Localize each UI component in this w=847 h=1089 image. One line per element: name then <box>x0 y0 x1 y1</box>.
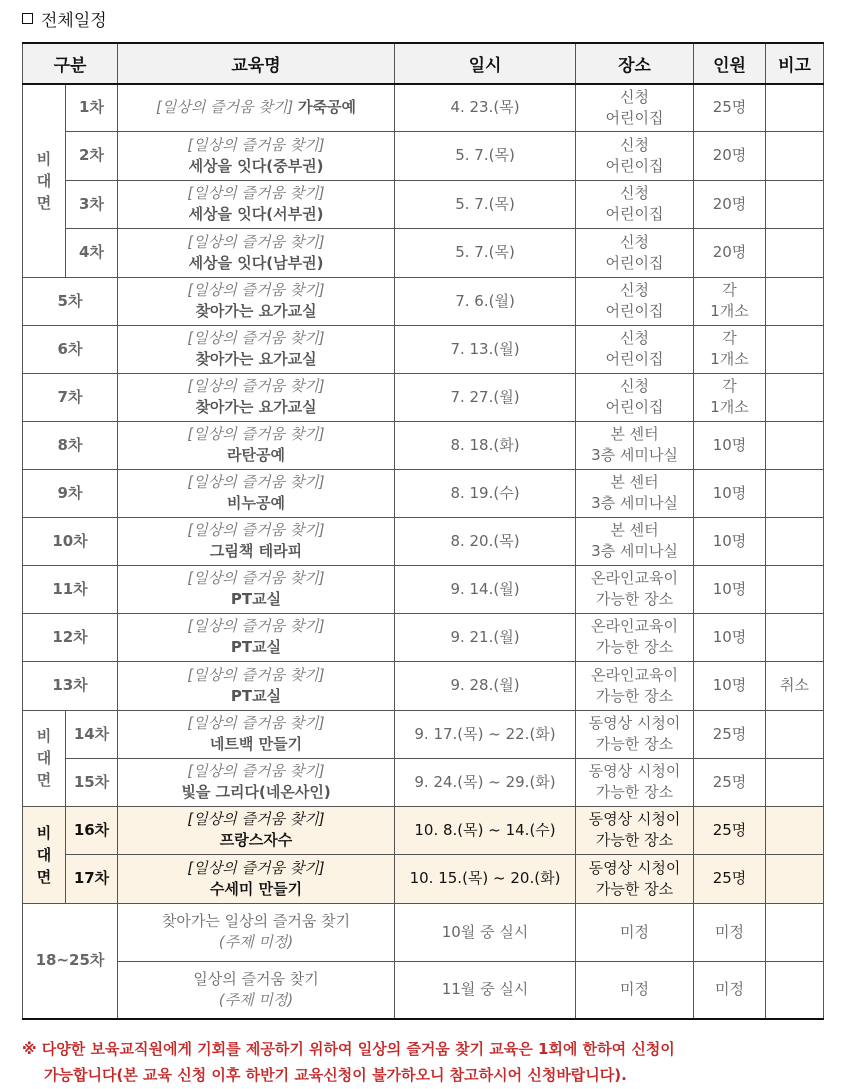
series-prefix: [일상의 즐거움 찾기] <box>187 473 325 491</box>
people-line-1: 25명 <box>712 820 747 839</box>
table-row <box>23 903 824 961</box>
date-cell: 9. 14.(월) <box>395 565 576 613</box>
group-label: 비대면 <box>36 149 52 212</box>
people-cell <box>694 228 766 277</box>
note-cell: 취소 <box>766 661 824 710</box>
people-line-1: 25명 <box>712 724 747 743</box>
place-line-2: 3층 세미나실 <box>591 494 678 512</box>
date-cell: 11월 중 실시 <box>395 961 576 1019</box>
place-cell: 미정 <box>576 961 694 1019</box>
note-cell <box>766 180 824 228</box>
schedule-table <box>22 42 824 1020</box>
series-prefix: [일상의 즐거움 찾기] <box>187 617 325 635</box>
people-cell <box>694 325 766 373</box>
date-cell: 9. 28.(월) <box>395 661 576 710</box>
people-line-1: 25명 <box>712 869 747 887</box>
date-cell: 10. 15.(목) ~ 20.(화) <box>395 854 576 903</box>
session-number: 9차 <box>23 469 118 517</box>
course-name: PT교실 <box>230 638 282 656</box>
course-name: 라탄공예 <box>227 446 285 464</box>
place-line-1: 동영상 시청이 <box>588 810 681 828</box>
course-name: 수세미 만들기 <box>209 879 303 898</box>
note-cell <box>766 517 824 565</box>
place-cell <box>576 854 694 903</box>
session-number: 1차 <box>66 84 118 131</box>
place-cell <box>576 565 694 613</box>
place-line-2: 가능한 장소 <box>595 831 674 849</box>
table-row <box>23 469 824 517</box>
place-cell <box>576 661 694 710</box>
people-cell: 미정 <box>694 961 766 1019</box>
footnote <box>22 1036 834 1088</box>
course-name-cell <box>118 180 395 228</box>
session-number: 17차 <box>66 854 118 903</box>
course-name-cell <box>118 903 395 961</box>
place-cell <box>576 131 694 180</box>
date-cell: 5. 7.(목) <box>395 131 576 180</box>
checkbox-square-icon <box>22 13 33 24</box>
table-row <box>23 806 824 854</box>
course-name: 찾아가는 요가교실 <box>195 350 317 368</box>
people-line-1: 10명 <box>712 676 747 694</box>
course-name-cell <box>118 710 395 758</box>
course-topic: (주제 미정) <box>218 990 294 1009</box>
course-name-cell <box>118 228 395 277</box>
place-cell <box>576 421 694 469</box>
people-cell <box>694 854 766 903</box>
place-line-1: 동영상 시청이 <box>588 714 681 732</box>
place-line-1: 신청 <box>620 232 649 251</box>
people-cell <box>694 613 766 661</box>
note-cell <box>766 421 824 469</box>
note-cell <box>766 854 824 903</box>
series-prefix: [일상의 즐거움 찾기] <box>187 329 325 347</box>
course-name: 세상을 잇다(남부권) <box>188 253 324 272</box>
place-cell <box>576 469 694 517</box>
course-name-cell <box>118 613 395 661</box>
place-line-1: 온라인교육이 <box>591 665 678 684</box>
session-number: 3차 <box>66 180 118 228</box>
series-prefix: [일상의 즐거움 찾기] <box>187 665 325 684</box>
place-line-1: 신청 <box>620 377 649 395</box>
people-cell <box>694 373 766 421</box>
course-name-cell <box>118 854 395 903</box>
header-people: 인원 <box>694 43 766 84</box>
course-name-cell <box>118 661 395 710</box>
place-line-2: 가능한 장소 <box>595 686 674 705</box>
date-cell: 8. 18.(화) <box>395 421 576 469</box>
course-name-cell <box>118 421 395 469</box>
course-topic: (주제 미정) <box>218 933 294 951</box>
date-cell: 7. 13.(월) <box>395 325 576 373</box>
place-line-2: 어린이집 <box>605 302 664 320</box>
course-name-cell <box>118 373 395 421</box>
header-date: 일시 <box>395 43 576 84</box>
place-line-2: 3층 세미나실 <box>591 446 678 464</box>
people-line-1: 각 <box>722 329 737 347</box>
note-cell <box>766 613 824 661</box>
group-cell-3 <box>23 806 66 903</box>
people-line-2: 1개소 <box>710 350 749 368</box>
place-cell: 미정 <box>576 903 694 961</box>
note-cell <box>766 325 824 373</box>
place-line-2: 가능한 장소 <box>595 590 674 608</box>
group-cell-2 <box>23 710 66 806</box>
table-row <box>23 421 824 469</box>
session-number: 16차 <box>66 806 118 854</box>
date-cell: 4. 23.(목) <box>395 84 576 131</box>
people-line-1: 10명 <box>712 483 747 502</box>
note-cell <box>766 373 824 421</box>
course-name: PT교실 <box>230 590 282 608</box>
note-cell <box>766 565 824 613</box>
people-cell <box>694 84 766 131</box>
place-line-2: 어린이집 <box>605 398 664 416</box>
series-prefix: [일상의 즐거움 찾기] <box>187 377 325 395</box>
date-cell: 7. 6.(월) <box>395 277 576 325</box>
course-name-cell <box>118 84 395 131</box>
place-line-2: 어린이집 <box>605 253 664 272</box>
date-cell: 8. 19.(수) <box>395 469 576 517</box>
session-number: 2차 <box>66 131 118 180</box>
people-line-1: 10명 <box>712 435 747 454</box>
date-cell: 10월 중 실시 <box>395 903 576 961</box>
place-cell <box>576 710 694 758</box>
note-cell <box>766 903 824 961</box>
table-row <box>23 84 824 131</box>
place-cell <box>576 84 694 131</box>
place-cell <box>576 277 694 325</box>
session-number: 8차 <box>23 421 118 469</box>
header-category: 구분 <box>23 43 118 84</box>
people-cell <box>694 710 766 758</box>
note-cell <box>766 228 824 277</box>
people-line-1: 25명 <box>712 772 747 791</box>
series-prefix: [일상의 즐거움 찾기] <box>187 425 325 443</box>
people-line-1: 25명 <box>712 98 747 117</box>
place-cell <box>576 758 694 806</box>
series-prefix: [일상의 즐거움 찾기] <box>187 762 325 780</box>
table-row <box>23 565 824 613</box>
note-cell <box>766 961 824 1019</box>
session-number: 11차 <box>23 565 118 613</box>
place-line-1: 본 센터 <box>610 521 659 539</box>
series-prefix: [일상의 즐거움 찾기] <box>187 858 325 877</box>
people-cell <box>694 469 766 517</box>
date-cell: 5. 7.(목) <box>395 180 576 228</box>
people-cell <box>694 758 766 806</box>
place-line-1: 동영상 시청이 <box>588 762 681 780</box>
course-name: 세상을 잇다(서부권) <box>188 205 324 223</box>
group-cell-1 <box>23 84 66 277</box>
table-row <box>23 854 824 903</box>
people-line-1: 20명 <box>712 243 747 261</box>
note-cell <box>766 131 824 180</box>
date-cell: 7. 27.(월) <box>395 373 576 421</box>
place-line-1: 온라인교육이 <box>591 617 678 635</box>
course-name-cell <box>118 565 395 613</box>
course-name: 빛을 그리다(네온사인) <box>181 783 331 801</box>
place-line-2: 가능한 장소 <box>595 735 674 753</box>
session-number: 10차 <box>23 517 118 565</box>
place-cell <box>576 517 694 565</box>
table-row <box>23 373 824 421</box>
course-name: 찾아가는 일상의 즐거움 찾기 <box>161 912 351 930</box>
course-name: 일상의 즐거움 찾기 <box>193 969 319 988</box>
footnote-line-2: 가능합니다(본 교육 신청 이후 하반기 교육신청이 불가하오니 참고하시어 신청바랍니다). <box>44 1066 627 1084</box>
course-name: PT교실 <box>230 686 282 705</box>
people-line-1: 20명 <box>712 194 747 213</box>
course-name-cell <box>118 325 395 373</box>
table-row <box>23 180 824 228</box>
series-prefix: [일상의 즐거움 찾기] <box>187 714 325 732</box>
people-cell <box>694 421 766 469</box>
course-name-cell <box>118 961 395 1019</box>
note-cell <box>766 277 824 325</box>
people-cell <box>694 131 766 180</box>
date-cell: 9. 17.(목) ~ 22.(화) <box>395 710 576 758</box>
note-cell <box>766 710 824 758</box>
session-number: 5차 <box>23 277 118 325</box>
date-cell: 8. 20.(목) <box>395 517 576 565</box>
place-cell <box>576 228 694 277</box>
series-prefix: [일상의 즐거움 찾기] <box>187 232 325 251</box>
place-line-2: 어린이집 <box>605 350 664 368</box>
course-name: 세상을 잇다(중부권) <box>188 156 324 175</box>
course-name: 찾아가는 요가교실 <box>195 302 317 320</box>
place-line-1: 본 센터 <box>610 473 659 491</box>
session-number: 13차 <box>23 661 118 710</box>
course-name: 그림책 테라피 <box>209 542 303 560</box>
people-cell <box>694 806 766 854</box>
course-name: 프랑스자수 <box>219 831 293 849</box>
group-label: 비대면 <box>36 823 52 886</box>
place-cell <box>576 613 694 661</box>
people-cell <box>694 661 766 710</box>
people-cell <box>694 180 766 228</box>
place-line-2: 3층 세미나실 <box>591 542 678 560</box>
session-number: 6차 <box>23 325 118 373</box>
group-label: 비대면 <box>36 727 52 789</box>
table-row <box>23 710 824 758</box>
place-line-1: 신청 <box>620 281 649 299</box>
people-line-1: 10명 <box>712 627 747 646</box>
place-cell <box>576 325 694 373</box>
place-line-1: 신청 <box>620 135 649 154</box>
people-line-1: 각 <box>722 281 737 299</box>
series-prefix: [일상의 즐거움 찾기] <box>187 569 325 587</box>
people-line-1: 10명 <box>712 579 747 598</box>
table-header-row <box>23 43 824 84</box>
course-name-cell <box>118 758 395 806</box>
place-cell <box>576 180 694 228</box>
footnote-line-1: ※ 다양한 보육교직원에게 기회를 제공하기 위하여 일상의 즐거움 찾기 교육은 1회에 한하여 신청이 <box>22 1040 675 1058</box>
session-number: 4차 <box>66 228 118 277</box>
series-prefix: [일상의 즐거움 찾기] <box>187 810 325 828</box>
course-name-cell <box>118 806 395 854</box>
course-name: 가죽공예 <box>298 98 356 117</box>
place-line-2: 어린이집 <box>605 205 664 223</box>
place-line-2: 어린이집 <box>605 156 664 175</box>
series-prefix: [일상의 즐거움 찾기] <box>187 281 325 299</box>
people-cell <box>694 517 766 565</box>
header-place: 장소 <box>576 43 694 84</box>
section-title: 전체일정 <box>41 11 107 31</box>
place-line-1: 신청 <box>620 87 649 106</box>
session-number: 7차 <box>23 373 118 421</box>
note-cell <box>766 758 824 806</box>
course-name-cell <box>118 131 395 180</box>
people-cell: 미정 <box>694 903 766 961</box>
place-line-2: 어린이집 <box>605 108 664 127</box>
people-line-1: 각 <box>722 377 737 395</box>
date-cell: 9. 24.(목) ~ 29.(화) <box>395 758 576 806</box>
note-cell <box>766 469 824 517</box>
series-prefix: [일상의 즐거움 찾기] <box>187 184 325 202</box>
people-line-1: 20명 <box>712 146 747 164</box>
section-heading <box>22 6 107 31</box>
people-cell <box>694 565 766 613</box>
table-row <box>23 661 824 710</box>
people-cell <box>694 277 766 325</box>
session-number: 14차 <box>66 710 118 758</box>
series-prefix: [일상의 즐거움 찾기] <box>187 521 325 539</box>
table-row <box>23 517 824 565</box>
course-name-cell <box>118 517 395 565</box>
note-cell <box>766 84 824 131</box>
place-line-1: 신청 <box>620 329 649 347</box>
place-line-2: 가능한 장소 <box>595 783 674 801</box>
session-number: 15차 <box>66 758 118 806</box>
place-cell <box>576 806 694 854</box>
table-row <box>23 277 824 325</box>
people-line-2: 1개소 <box>710 302 749 320</box>
header-course-name: 교육명 <box>118 43 395 84</box>
course-name: 찾아가는 요가교실 <box>195 398 317 416</box>
series-prefix: [일상의 즐거움 찾기] <box>156 98 294 117</box>
date-cell: 9. 21.(월) <box>395 613 576 661</box>
place-line-2: 가능한 장소 <box>595 879 674 898</box>
course-name: 네트백 만들기 <box>209 735 303 753</box>
session-number: 18~25차 <box>23 903 118 1019</box>
table-row <box>23 758 824 806</box>
place-line-1: 동영상 시청이 <box>588 858 681 877</box>
course-name-cell <box>118 277 395 325</box>
header-note: 비고 <box>766 43 824 84</box>
date-cell: 5. 7.(목) <box>395 228 576 277</box>
place-line-2: 가능한 장소 <box>595 638 674 656</box>
place-line-1: 신청 <box>620 184 649 202</box>
place-cell <box>576 373 694 421</box>
people-line-1: 10명 <box>712 531 747 550</box>
table-row <box>23 131 824 180</box>
course-name-cell <box>118 469 395 517</box>
table-row <box>23 961 824 1019</box>
course-name: 비누공예 <box>227 494 285 512</box>
table-row <box>23 613 824 661</box>
series-prefix: [일상의 즐거움 찾기] <box>187 135 325 154</box>
note-cell <box>766 806 824 854</box>
place-line-1: 온라인교육이 <box>591 569 678 587</box>
session-number: 12차 <box>23 613 118 661</box>
table-row <box>23 325 824 373</box>
table-row <box>23 228 824 277</box>
date-cell: 10. 8.(목) ~ 14.(수) <box>395 806 576 854</box>
people-line-2: 1개소 <box>710 398 749 416</box>
place-line-1: 본 센터 <box>610 425 659 443</box>
